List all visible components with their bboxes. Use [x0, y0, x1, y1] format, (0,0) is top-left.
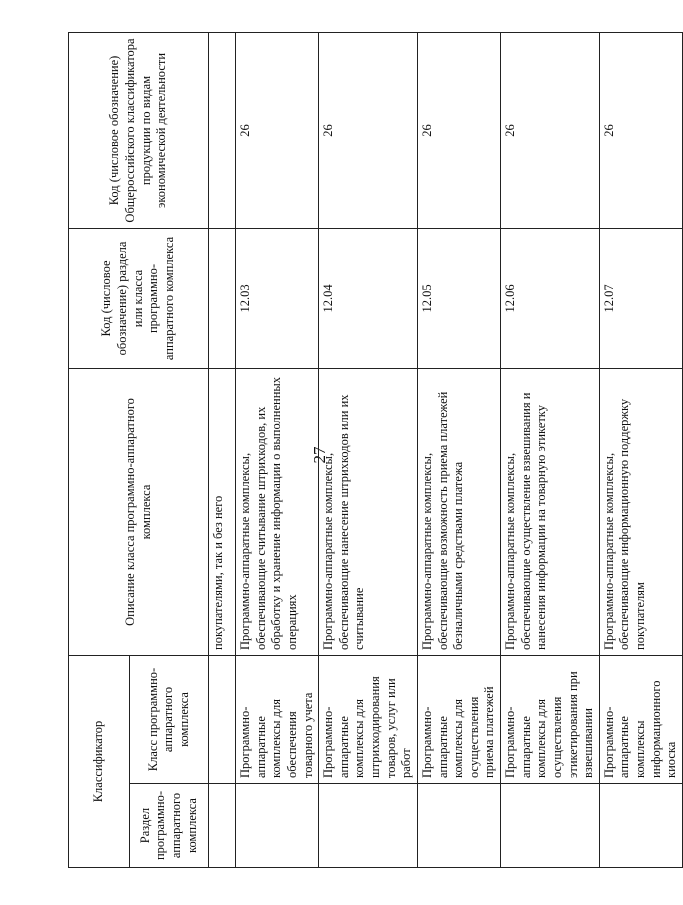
table-row [417, 32, 500, 867]
row-description: Программно-аппаратные комплексы, обеспечивающие осуществление взвешивания и нанесения информации на товарную этикетку [501, 368, 600, 655]
classifier-table [68, 32, 683, 868]
row-description: Программно-аппаратные комплексы, обеспечивающие возможность приема платежей безналичными средствами платежа [417, 368, 500, 655]
continuation-section [209, 784, 236, 868]
description-header: Описание класса программно-аппаратного комплекса [69, 368, 209, 655]
row-section [417, 784, 500, 868]
row-section [501, 784, 600, 868]
row-description: Программно-аппаратные комплексы, обеспечивающие считывание штрихкодов, их обработку и хранение информации о выполненных операциях [236, 368, 319, 655]
rotated-table-container [68, 33, 679, 868]
continuation-code [209, 228, 236, 368]
row-code: 12.04 [319, 228, 418, 368]
row-okpd: 26 [501, 32, 600, 228]
row-section [599, 784, 682, 868]
row-code: 12.06 [501, 228, 600, 368]
class-code-header: Код (числовое обозначение) раздела или класса программно-аппаратного комплекса [69, 228, 209, 368]
table-row [236, 32, 319, 867]
row-okpd: 26 [417, 32, 500, 228]
row-description: Программно-аппаратные комплексы, обеспечивающие нанесение штрихкодов или их считывание [319, 368, 418, 655]
row-class: Программно-аппаратные комплексы для осуществления этикетирования при взвешивании [501, 655, 600, 783]
page-number: 27 [310, 446, 329, 464]
row-okpd: 26 [319, 32, 418, 228]
row-okpd: 26 [599, 32, 682, 228]
continuation-class [209, 655, 236, 783]
okpd-code-header: Код (числовое обозначение) Общероссийского классификатора продукции по видам экономической деятельности [69, 32, 209, 228]
table-row [501, 32, 600, 867]
section-header: Раздел программно-аппаратного комплекса [130, 784, 209, 868]
row-code: 12.07 [599, 228, 682, 368]
row-class: Программно-аппаратные комплексы для штрихкодирования товаров, услуг или работ [319, 655, 418, 783]
continuation-okpd [209, 32, 236, 228]
row-section [236, 784, 319, 868]
row-code: 12.05 [417, 228, 500, 368]
table-row [599, 32, 682, 867]
table-row [319, 32, 418, 867]
row-section [319, 784, 418, 868]
row-class: Программно-аппаратные комплексы для обеспечения товарного учета [236, 655, 319, 783]
row-class: Программно-аппаратные комплексы для осуществления приема платежей [417, 655, 500, 783]
continuation-description: покупателями, так и без него [209, 368, 236, 655]
continuation-row [209, 32, 236, 867]
classifier-header: Классификатор [69, 655, 130, 867]
row-code: 12.03 [236, 228, 319, 368]
row-description: Программно-аппаратные комплексы, обеспечивающие информационную поддержку покупателям [599, 368, 682, 655]
row-okpd: 26 [236, 32, 319, 228]
row-class: Программно-аппаратные комплексы информационного киоска [599, 655, 682, 783]
class-header: Класс программно-аппаратного комплекса [130, 655, 209, 783]
